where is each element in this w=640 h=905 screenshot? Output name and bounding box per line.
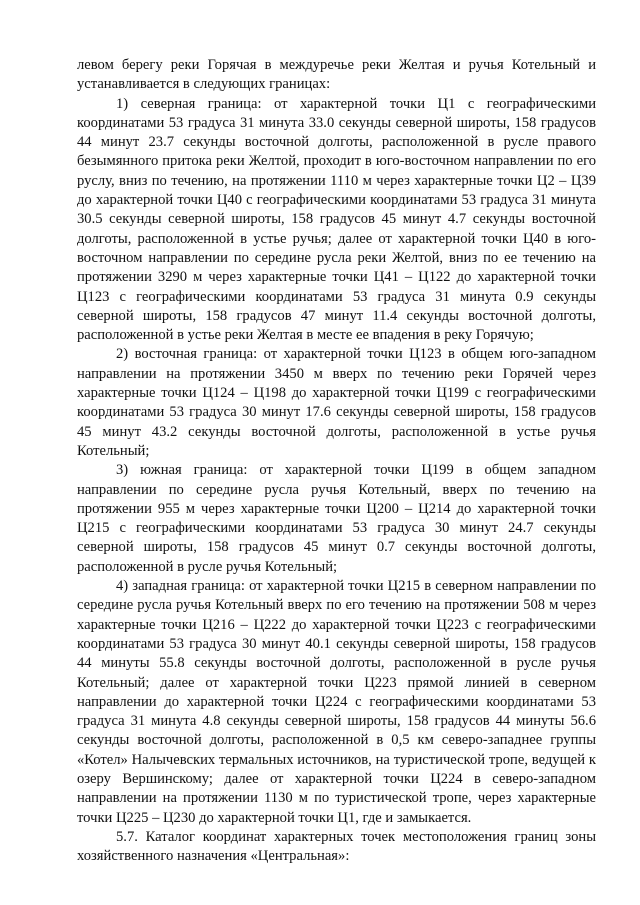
paragraph-section-5-7: 5.7. Каталог координат характерных точек местоположения границ зоны хозяйственного назначения «Центральная»:	[77, 828, 596, 865]
paragraph-east-boundary: 2) восточная граница: от характерной точки Ц123 в общем юго-западном направлении на протяжении 3450 м вверх по течению реки Горячей через характерные точки Ц124 – Ц198 до характерной точки Ц199 с географическими координатами 53 градуса 30 минут 17.6 секунды северной широты, 158 градусов 45 минут 43.2 секунды восточной долготы, расположенной в устье ручья Котельный;	[77, 346, 596, 459]
paragraph-south-boundary: 3) южная граница: от характерной точки Ц199 в общем западном направлении по середине русла ручья Котельный, вверх по течению на протяжении 955 м через характерные точки Ц200 – Ц214 до характерной точки Ц215 с географическими координатами 53 градуса 30 минут 24.7 секунды северной широты, 158 градусов 45 минут 0.7 секунды восточной долготы, расположенной в русле ручья Котельный;	[77, 462, 596, 575]
document-page	[77, 56, 596, 866]
paragraph-north-boundary: 1) северная граница: от характерной точки Ц1 с географическими координатами 53 градуса 31 минута 33.0 секунды северной широты, 158 градусов 44 минут 23.7 секунды восточной долготы, расположенной в русле правого безымянного притока реки Желтой, проходит в юго-восточном направлении по его руслу, вниз по течению, на протяжении 1110 м через характерные точки Ц2 – Ц39 до характерной точки Ц40 с географическими координатами 53 градуса 31 минута 30.5 секунды северной широты, 158 градусов 45 минут 4.7 секунды восточной долготы, расположенной в устье ручья; далее от характерной точки Ц40 в юго-восточном направлении по середине русла реки Желтой, вниз по ее течению на протяжении 3290 м через характерные точки Ц41 – Ц122 до характерной точки Ц123 с географическими координатами 53 градуса 31 минута 0.9 секунды северной широты, 158 градусов 47 минут 11.4 секунды восточной долготы, расположенной в устье реки Желтая в месте ее впадения в реку Горячую;	[77, 95, 596, 344]
paragraph-intro: левом берегу реки Горячая в междуречье реки Желтая и ручья Котельный и устанавливается в следующих границах:	[77, 57, 596, 93]
paragraph-west-boundary: 4) западная граница: от характерной точки Ц215 в северном направлении по середине русла ручья Котельный вверх по его течению на протяжении 508 м через характерные точки Ц216 – Ц222 до характерной точки Ц223 с географическими координатами 53 градуса 30 минут 40.1 секунды северной широты, 158 градусов 44 минуты 55.8 секунды восточной долготы, расположенной в русле ручья Котельный; далее от характерной точки Ц223 прямой линией в северном направлении до характерной точки Ц224 с географическими координатами 53 градуса 31 минута 4.8 секунды северной широты, 158 градусов 44 минуты 56.6 секунды восточной долготы, расположенной в 0,5 км северо-западнее группы «Котел» Налычевских термальных источников, на туристической тропе, ведущей к озеру Вершинскому; далее от характерной точки Ц224 в северо-западном направлении на протяжении 1130 м по туристической тропе, через характерные точки Ц225 – Ц230 до характерной точки Ц1, где и замыкается.	[77, 578, 596, 826]
